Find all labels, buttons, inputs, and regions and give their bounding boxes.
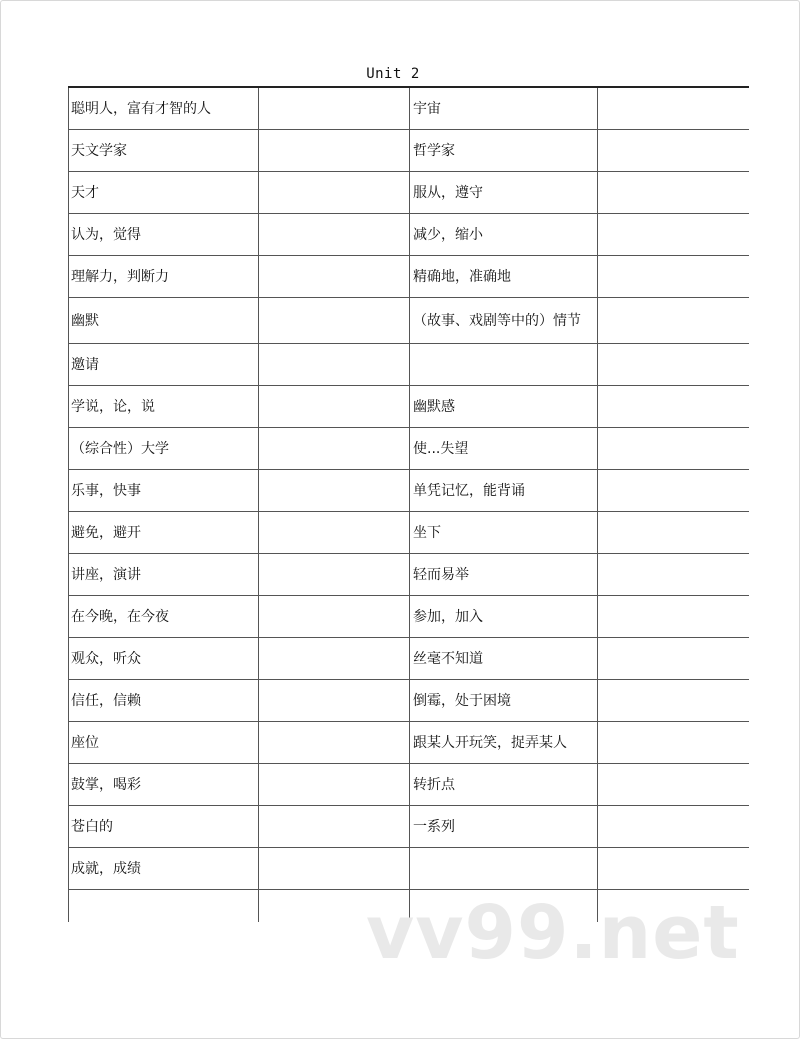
answer-blank-cell bbox=[259, 512, 410, 554]
table-row bbox=[69, 344, 750, 386]
chinese-term-cell: （综合性）大学 bbox=[69, 428, 259, 470]
chinese-term-cell: 使...失望 bbox=[410, 428, 598, 470]
chinese-term-cell: 服从，遵守 bbox=[410, 172, 598, 214]
answer-blank-cell bbox=[259, 554, 410, 596]
answer-blank-cell bbox=[598, 554, 750, 596]
chinese-term-cell: 在今晚，在今夜 bbox=[69, 596, 259, 638]
answer-blank-cell bbox=[259, 256, 410, 298]
table-row bbox=[69, 806, 750, 848]
chinese-term-cell: 乐事，快事 bbox=[69, 470, 259, 512]
chinese-term-cell: 理解力，判断力 bbox=[69, 256, 259, 298]
chinese-term-cell: 轻而易举 bbox=[410, 554, 598, 596]
chinese-term-cell: 信任，信赖 bbox=[69, 680, 259, 722]
table-row bbox=[69, 554, 750, 596]
chinese-term-cell: 跟某人开玩笑，捉弄某人 bbox=[410, 722, 598, 764]
answer-blank-cell bbox=[598, 680, 750, 722]
answer-blank-cell bbox=[259, 344, 410, 386]
answer-blank-cell bbox=[259, 214, 410, 256]
chinese-term-cell: 天才 bbox=[69, 172, 259, 214]
chinese-term-cell: 座位 bbox=[69, 722, 259, 764]
chinese-term-cell: 一系列 bbox=[410, 806, 598, 848]
answer-blank-cell bbox=[598, 214, 750, 256]
table-row bbox=[69, 638, 750, 680]
vocabulary-sheet bbox=[68, 86, 749, 922]
answer-blank-cell bbox=[259, 386, 410, 428]
answer-blank-cell bbox=[598, 806, 750, 848]
chinese-term-cell: 参加，加入 bbox=[410, 596, 598, 638]
chinese-term-cell: 坐下 bbox=[410, 512, 598, 554]
answer-blank-cell bbox=[598, 596, 750, 638]
chinese-term-cell: 幽默感 bbox=[410, 386, 598, 428]
answer-blank-cell bbox=[259, 596, 410, 638]
chinese-term-cell bbox=[69, 890, 259, 923]
answer-blank-cell bbox=[259, 298, 410, 344]
table-row bbox=[69, 428, 750, 470]
chinese-term-cell: （故事、戏剧等中的）情节 bbox=[410, 298, 598, 344]
table-row bbox=[69, 298, 750, 344]
answer-blank-cell bbox=[598, 298, 750, 344]
chinese-term-cell: 天文学家 bbox=[69, 130, 259, 172]
chinese-term-cell: 倒霉，处于困境 bbox=[410, 680, 598, 722]
chinese-term-cell: 精确地，准确地 bbox=[410, 256, 598, 298]
answer-blank-cell bbox=[259, 130, 410, 172]
table-row bbox=[69, 130, 750, 172]
chinese-term-cell: 宇宙 bbox=[410, 87, 598, 130]
table-row bbox=[69, 214, 750, 256]
answer-blank-cell bbox=[259, 848, 410, 890]
chinese-term-cell bbox=[410, 848, 598, 890]
table-row bbox=[69, 386, 750, 428]
answer-blank-cell bbox=[598, 130, 750, 172]
chinese-term-cell bbox=[410, 344, 598, 386]
table-row bbox=[69, 256, 750, 298]
answer-blank-cell bbox=[598, 172, 750, 214]
chinese-term-cell: 幽默 bbox=[69, 298, 259, 344]
table-row bbox=[69, 87, 750, 130]
answer-blank-cell bbox=[259, 87, 410, 130]
answer-blank-cell bbox=[259, 638, 410, 680]
chinese-term-cell: 鼓掌，喝彩 bbox=[69, 764, 259, 806]
answer-blank-cell bbox=[598, 638, 750, 680]
table-row bbox=[69, 680, 750, 722]
answer-blank-cell bbox=[259, 806, 410, 848]
answer-blank-cell bbox=[598, 87, 750, 130]
answer-blank-cell bbox=[598, 512, 750, 554]
chinese-term-cell: 成就，成绩 bbox=[69, 848, 259, 890]
answer-blank-cell bbox=[598, 848, 750, 890]
answer-blank-cell bbox=[598, 428, 750, 470]
table-row bbox=[69, 722, 750, 764]
chinese-term-cell: 单凭记忆，能背诵 bbox=[410, 470, 598, 512]
answer-blank-cell bbox=[259, 764, 410, 806]
table-row bbox=[69, 596, 750, 638]
chinese-term-cell: 邀请 bbox=[69, 344, 259, 386]
chinese-term-cell: 聪明人，富有才智的人 bbox=[69, 87, 259, 130]
answer-blank-cell bbox=[259, 722, 410, 764]
answer-blank-cell bbox=[598, 722, 750, 764]
chinese-term-cell: 丝毫不知道 bbox=[410, 638, 598, 680]
watermark-text: vv99.net bbox=[366, 890, 740, 976]
chinese-term-cell: 避免，避开 bbox=[69, 512, 259, 554]
chinese-term-cell: 哲学家 bbox=[410, 130, 598, 172]
table-row bbox=[69, 764, 750, 806]
chinese-term-cell: 认为，觉得 bbox=[69, 214, 259, 256]
table-row bbox=[69, 172, 750, 214]
answer-blank-cell bbox=[598, 470, 750, 512]
table-row bbox=[69, 470, 750, 512]
page-title: Unit 2 bbox=[366, 66, 420, 82]
answer-blank-cell bbox=[259, 680, 410, 722]
answer-blank-cell bbox=[598, 764, 750, 806]
answer-blank-cell bbox=[259, 428, 410, 470]
answer-blank-cell bbox=[598, 386, 750, 428]
chinese-term-cell: 讲座，演讲 bbox=[69, 554, 259, 596]
chinese-term-cell: 苍白的 bbox=[69, 806, 259, 848]
table-row bbox=[69, 512, 750, 554]
table-row bbox=[69, 848, 750, 890]
chinese-term-cell: 转折点 bbox=[410, 764, 598, 806]
answer-blank-cell bbox=[598, 256, 750, 298]
chinese-term-cell: 学说，论，说 bbox=[69, 386, 259, 428]
answer-blank-cell bbox=[259, 470, 410, 512]
vocabulary-table bbox=[68, 86, 749, 922]
answer-blank-cell bbox=[259, 172, 410, 214]
chinese-term-cell: 观众，听众 bbox=[69, 638, 259, 680]
chinese-term-cell: 减少，缩小 bbox=[410, 214, 598, 256]
answer-blank-cell bbox=[598, 344, 750, 386]
